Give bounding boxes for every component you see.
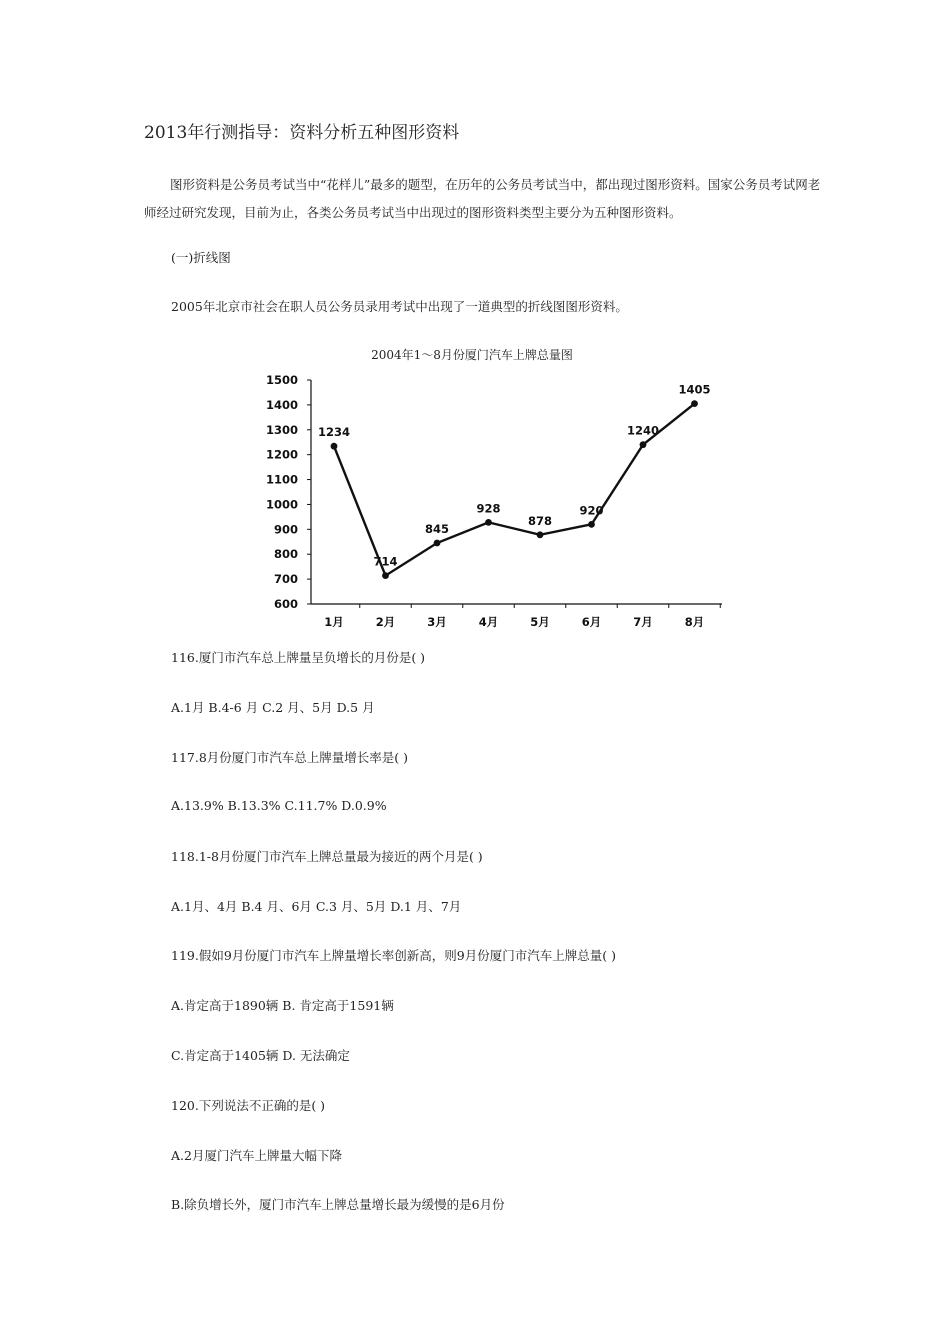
y-tick-label: 1500 (265, 373, 298, 387)
line-chart (262, 344, 732, 634)
question-line: A.1月、4月 B.4 月、6月 C.3 月、5月 D.1 月、7月 (171, 899, 462, 914)
x-tick-label: 1月 (324, 615, 344, 629)
data-point (691, 400, 698, 407)
x-tick-label: 5月 (530, 615, 550, 629)
question-line: 120.下列说法不正确的是( ) (171, 1098, 326, 1113)
data-label: 1234 (317, 425, 351, 440)
y-tick-label: 900 (273, 522, 298, 537)
y-tick-label: 700 (273, 572, 298, 587)
data-point (434, 540, 441, 547)
data-point (331, 443, 338, 450)
source-note: 2005年北京市社会在职人员公务员录用考试中出现了一道典型的折线图图形资料。 (171, 299, 628, 314)
y-axis-ticks (266, 373, 311, 611)
question-text: 117.8月份厦门市汽车总上牌量增长率是( ) (171, 750, 409, 765)
question-line: A.1月 B.4-6 月 C.2 月、5月 D.5 月 (171, 700, 375, 715)
y-tick-label: 1200 (265, 447, 298, 462)
x-tick-label: 2月 (375, 615, 396, 629)
data-label: 928 (476, 501, 501, 516)
data-label: 1240 (626, 423, 660, 438)
x-tick-label: 6月 (581, 615, 602, 629)
data-point (537, 531, 544, 538)
question-text: C.肯定高于1405辆 D. 无法确定 (171, 1048, 350, 1063)
chart-axes (311, 380, 722, 604)
data-label: 920 (579, 503, 604, 518)
y-tick-label: 800 (273, 547, 298, 562)
y-tick-label: 1300 (265, 422, 298, 437)
series-line-group (318, 383, 711, 579)
data-label: 714 (373, 554, 398, 569)
section-heading: (一)折线图 (171, 250, 231, 265)
data-point (588, 521, 595, 528)
page-title: 2013年行测指导：资料分析五种图形资料 (144, 123, 460, 143)
data-point (382, 572, 389, 579)
data-point (640, 441, 647, 448)
x-tick-label: 3月 (427, 615, 447, 629)
data-label: 878 (527, 513, 553, 528)
question-line: A.2月厦门汽车上牌量大幅下降 (171, 1148, 342, 1163)
x-tick-label: 4月 (478, 615, 499, 629)
x-tick-label: 7月 (633, 615, 653, 629)
question-text: 116.厦门市汽车总上牌量呈负增长的月份是( ) (171, 650, 426, 665)
y-tick-label: 600 (273, 597, 298, 611)
question-text: 119.假如9月份厦门市汽车上牌量增长率创新高，则9月份厦门市汽车上牌总量( ) (171, 948, 616, 963)
question-line: A.肯定高于1890辆 B. 肯定高于1591辆 (171, 998, 394, 1013)
data-label: 1405 (678, 382, 711, 397)
question-line: B.除负增长外，厦门市汽车上牌总量增长最为缓慢的是6月份 (171, 1197, 505, 1212)
data-point (485, 519, 492, 526)
intro-paragraph: 图形资料是公务员考试当中“花样儿”最多的题型，在历年的公务员考试当中，都出现过图形资料。国家公务员考试网老师经过研究发现，目前为止，各类公务员考试当中出现过的图形资料类型主要分为五种图形资料。 (144, 177, 821, 220)
x-tick-label: 8月 (684, 615, 705, 629)
x-axis-ticks (324, 604, 720, 629)
data-label: 845 (424, 522, 450, 537)
y-tick-label: 1100 (265, 472, 298, 487)
y-tick-label: 1000 (265, 497, 298, 512)
chart-title: 2004年1～8月份厦门汽车上牌总量图 (371, 348, 573, 362)
y-tick-label: 1400 (265, 397, 298, 412)
question-text: 118.1-8月份厦门市汽车上牌总量最为接近的两个月是( ) (171, 849, 483, 864)
question-line: A.13.9% B.13.3% C.11.7% D.0.9% (171, 798, 387, 813)
